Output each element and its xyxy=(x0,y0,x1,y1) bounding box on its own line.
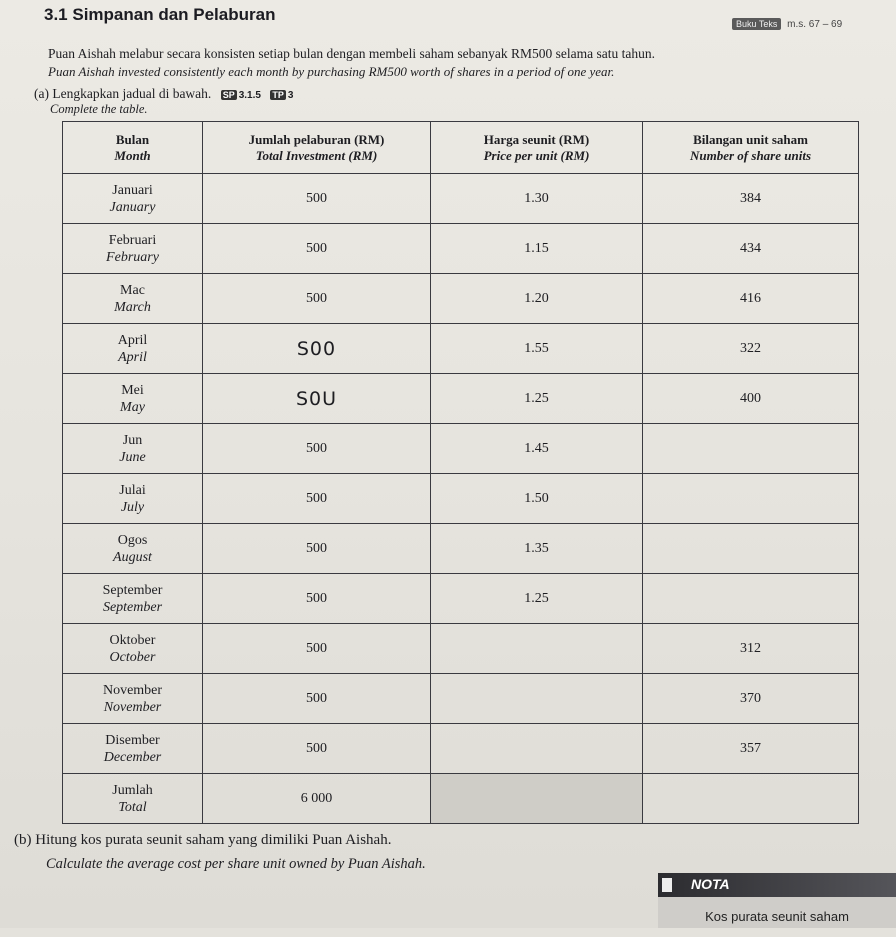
table-row xyxy=(63,624,859,674)
cell-investment: S00 xyxy=(203,324,431,374)
cell-price: 1.45 xyxy=(431,424,643,474)
header-units: Bilangan unit saham Number of share units xyxy=(643,122,859,174)
cell-total-investment: 6 000 xyxy=(203,774,431,824)
cell-price: 1.30 xyxy=(431,174,643,224)
tp-ref: 3 xyxy=(287,90,294,101)
cell-month: Februari February xyxy=(63,224,203,274)
section-title: 3.1 Simpanan dan Pelaburan xyxy=(44,5,276,24)
cell-units: 312 xyxy=(643,624,859,674)
cell-units: 384 xyxy=(643,174,859,224)
cell-month: November November xyxy=(63,674,203,724)
cell-investment: 500 xyxy=(203,274,431,324)
cell-investment: 500 xyxy=(203,224,431,274)
header-month: Bulan Month xyxy=(63,122,203,174)
cell-investment: 500 xyxy=(203,674,431,724)
nota-banner xyxy=(658,873,896,897)
cell-investment: 500 xyxy=(203,524,431,574)
sp-ref: 3.1.5 xyxy=(238,90,261,101)
cell-month: April April xyxy=(63,324,203,374)
cell-price: 1.15 xyxy=(431,224,643,274)
cell-month: Mac March xyxy=(63,274,203,324)
cell-units: 434 xyxy=(643,224,859,274)
cell-price: 1.35 xyxy=(431,524,643,574)
cell-price: 1.20 xyxy=(431,274,643,324)
cell-investment: 500 xyxy=(203,624,431,674)
textbook-reference xyxy=(732,18,842,30)
cell-units xyxy=(643,424,859,474)
cell-total-units xyxy=(643,774,859,824)
header-price: Harga seunit (RM) Price per unit (RM) xyxy=(431,122,643,174)
cell-units xyxy=(643,524,859,574)
cell-price: 1.50 xyxy=(431,474,643,524)
page-reference: m.s. 67 – 69 xyxy=(787,19,843,30)
cell-total-price-shaded xyxy=(431,774,643,824)
intro-malay: Puan Aishah melabur secara konsisten setiap bulan dengan membeli saham sebanyak RM500 selama satu tahun. xyxy=(48,46,655,61)
textbook-badge: Buku Teks xyxy=(732,18,781,30)
cell-investment: 500 xyxy=(203,474,431,524)
cell-units xyxy=(643,574,859,624)
cell-month: Disember December xyxy=(63,724,203,774)
cell-investment: 500 xyxy=(203,724,431,774)
tp-tag: TP xyxy=(272,90,284,100)
cell-month: Januari January xyxy=(63,174,203,224)
table-row xyxy=(63,224,859,274)
cell-price: 1.25 xyxy=(431,574,643,624)
intro-english: Puan Aishah invested consistently each month by purchasing RM500 worth of shares in a period of one year. xyxy=(48,64,615,79)
cell-total-label: Jumlah Total xyxy=(63,774,203,824)
investment-table xyxy=(62,121,859,824)
cell-month: Oktober October xyxy=(63,624,203,674)
question-a-text: Lengkapkan jadual di bawah. xyxy=(52,86,212,101)
cell-investment: 500 xyxy=(203,424,431,474)
cell-month: September September xyxy=(63,574,203,624)
question-a-english: Complete the table. xyxy=(50,102,148,116)
nota-body: Kos purata seunit saham xyxy=(658,897,896,928)
question-b-english: Calculate the average cost per share unit owned by Puan Aishah. xyxy=(46,856,426,872)
cell-investment: 500 xyxy=(203,174,431,224)
cell-month: Julai July xyxy=(63,474,203,524)
cell-units: 322 xyxy=(643,324,859,374)
table-row xyxy=(63,424,859,474)
nota-label: NOTA xyxy=(691,876,730,892)
question-a-label: (a) xyxy=(34,86,49,101)
table-row xyxy=(63,524,859,574)
cell-price xyxy=(431,674,643,724)
cell-units: 370 xyxy=(643,674,859,724)
table-row xyxy=(63,274,859,324)
table-row xyxy=(63,324,859,374)
cell-month: Mei May xyxy=(63,374,203,424)
cell-month: Ogos August xyxy=(63,524,203,574)
cell-units: 416 xyxy=(643,274,859,324)
table-row xyxy=(63,574,859,624)
cell-month: Jun June xyxy=(63,424,203,474)
cell-units: 357 xyxy=(643,724,859,774)
cell-price: 1.25 xyxy=(431,374,643,424)
table-total-row xyxy=(63,774,859,824)
table-row xyxy=(63,374,859,424)
table-row xyxy=(63,174,859,224)
cell-price: 1.55 xyxy=(431,324,643,374)
question-b: (b) Hitung kos purata seunit saham yang dimiliki Puan Aishah. xyxy=(14,832,392,848)
cell-investment: 500 xyxy=(203,574,431,624)
header-investment: Jumlah pelaburan (RM) Total Investment (RM) xyxy=(203,122,431,174)
table-header-row xyxy=(63,122,859,174)
cell-units: 400 xyxy=(643,374,859,424)
cell-price xyxy=(431,724,643,774)
question-a xyxy=(34,86,293,102)
sp-tag: SP xyxy=(222,90,235,100)
table-row xyxy=(63,724,859,774)
cell-units xyxy=(643,474,859,524)
table-row xyxy=(63,474,859,524)
note-icon xyxy=(662,878,672,892)
cell-investment: S0U xyxy=(203,374,431,424)
table-row xyxy=(63,674,859,724)
cell-price xyxy=(431,624,643,674)
